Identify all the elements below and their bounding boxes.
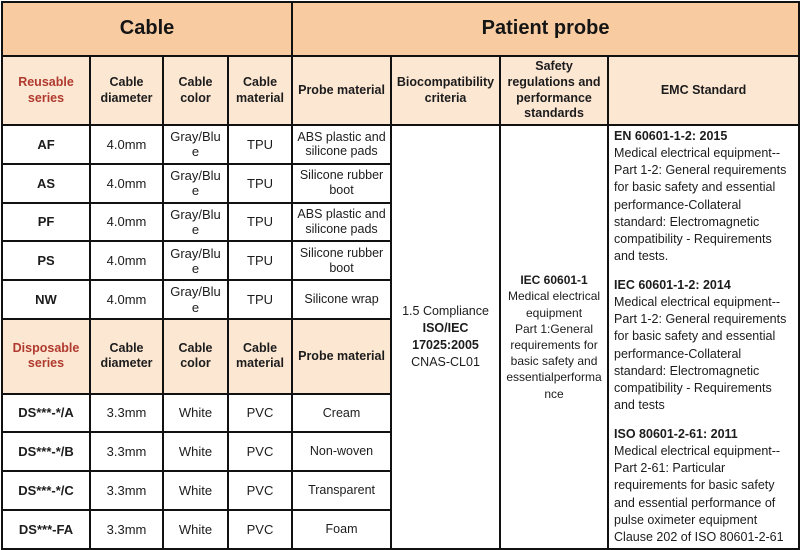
cell-diameter: 4.0mm [90,203,163,242]
cell-probe-material: Silicone rubber boot [292,241,391,280]
cell-material: PVC [228,432,292,471]
cell-diameter: 3.3mm [90,394,163,433]
emc-block-clause: Clause 202 of ISO 80601-2-61 [614,529,784,544]
biocompatibility-cell [391,125,500,549]
cable-color-header: Cable color [163,56,228,125]
safety-regulations-cell [500,125,608,549]
cell-series: PS [2,241,90,280]
cell-series: DS***-*/B [2,432,90,471]
emc-block-iec60601 [614,277,793,414]
emc-block-body: Medical electrical equipment--Part 1-2: General requirements for basic safety and essential performance-Collateral standard: Electromagnetic compatibility - Requirements and tests. [614,146,787,263]
cell-series: DS***-FA [2,510,90,549]
cell-diameter: 4.0mm [90,280,163,319]
reusable-series-header: Reusable series [2,56,90,125]
cell-material: TPU [228,241,292,280]
emc-standard-cell [608,125,799,549]
safety-standard-title: IEC 60601-1 [520,273,588,288]
biocompatibility-standard: ISO/IEC 17025:2005 [412,321,479,352]
emc-block-title: EN 60601-1-2: 2015 [614,129,728,143]
safety-regulations-header: Safety regulations and performance standards [500,56,608,125]
cell-probe-material: Silicone wrap [292,280,391,319]
cell-diameter: 3.3mm [90,471,163,510]
group-header-row [2,2,799,56]
cell-series: DS***-*/C [2,471,90,510]
cell-color: White [163,510,228,549]
cell-color: White [163,432,228,471]
cell-series: NW [2,280,90,319]
cable-material-header: Cable material [228,319,292,393]
cell-material: PVC [228,471,292,510]
cell-probe-material: ABS plastic and silicone pads [292,125,391,164]
cable-material-header: Cable material [228,56,292,125]
cell-series: DS***-*/A [2,394,90,433]
probe-material-header: Probe material [292,319,391,393]
cell-diameter: 4.0mm [90,241,163,280]
cell-diameter: 3.3mm [90,510,163,549]
cell-color: Gray/Blue [163,280,228,319]
cable-group-header: Cable [2,2,292,56]
cell-material: TPU [228,280,292,319]
reusable-header-row [2,56,799,125]
cell-color: White [163,471,228,510]
cable-diameter-header: Cable diameter [90,56,163,125]
emc-block-iso80601 [614,426,793,546]
cell-probe-material: Transparent [292,471,391,510]
cell-color: Gray/Blue [163,241,228,280]
cell-series: PF [2,203,90,242]
safety-standard-line: Medical electrical equipment [508,289,601,320]
emc-block-title: IEC 60601-1-2: 2014 [614,278,731,292]
cell-material: PVC [228,394,292,433]
cell-probe-material: ABS plastic and silicone pads [292,203,391,242]
cell-diameter: 4.0mm [90,164,163,203]
cable-color-header: Cable color [163,319,228,393]
cell-color: Gray/Blue [163,203,228,242]
cell-diameter: 3.3mm [90,432,163,471]
emc-block-body: Medical electrical equipment--Part 2-61: Particular requirements for basic safety and essential performance of pulse oximeter equipment [614,444,781,527]
safety-standard-line: Part 1:General requirements for basic safety and essentialperformance [506,321,602,401]
emc-block-body: Medical electrical equipment--Part 1-2: General requirements for basic safety and essential performance-Collateral standard: Electromagnetic compatibility - Requirements and tests [614,295,787,412]
cell-material: PVC [228,510,292,549]
disposable-series-header: Disposable series [2,319,90,393]
cell-series: AF [2,125,90,164]
cell-diameter: 4.0mm [90,125,163,164]
probe-material-header: Probe material [292,56,391,125]
cell-probe-material: Non-woven [292,432,391,471]
cell-probe-material: Silicone rubber boot [292,164,391,203]
emc-block-en60601 [614,128,793,265]
biocompatibility-cnas: CNAS-CL01 [411,354,480,369]
biocompatibility-header: Biocompatibility criteria [391,56,500,125]
biocompatibility-line: 1.5 Compliance [402,304,489,319]
cell-probe-material: Cream [292,394,391,433]
cell-material: TPU [228,125,292,164]
cell-probe-material: Foam [292,510,391,549]
patient-probe-group-header: Patient probe [292,2,799,56]
table-row-af [2,125,799,164]
emc-standard-header: EMC Standard [608,56,799,125]
cell-material: TPU [228,203,292,242]
cell-material: TPU [228,164,292,203]
cell-color: White [163,394,228,433]
cell-color: Gray/Blue [163,125,228,164]
emc-block-title: ISO 80601-2-61: 2011 [614,427,738,441]
cell-series: AS [2,164,90,203]
cable-probe-spec-table [1,1,800,550]
cell-color: Gray/Blue [163,164,228,203]
cable-diameter-header: Cable diameter [90,319,163,393]
